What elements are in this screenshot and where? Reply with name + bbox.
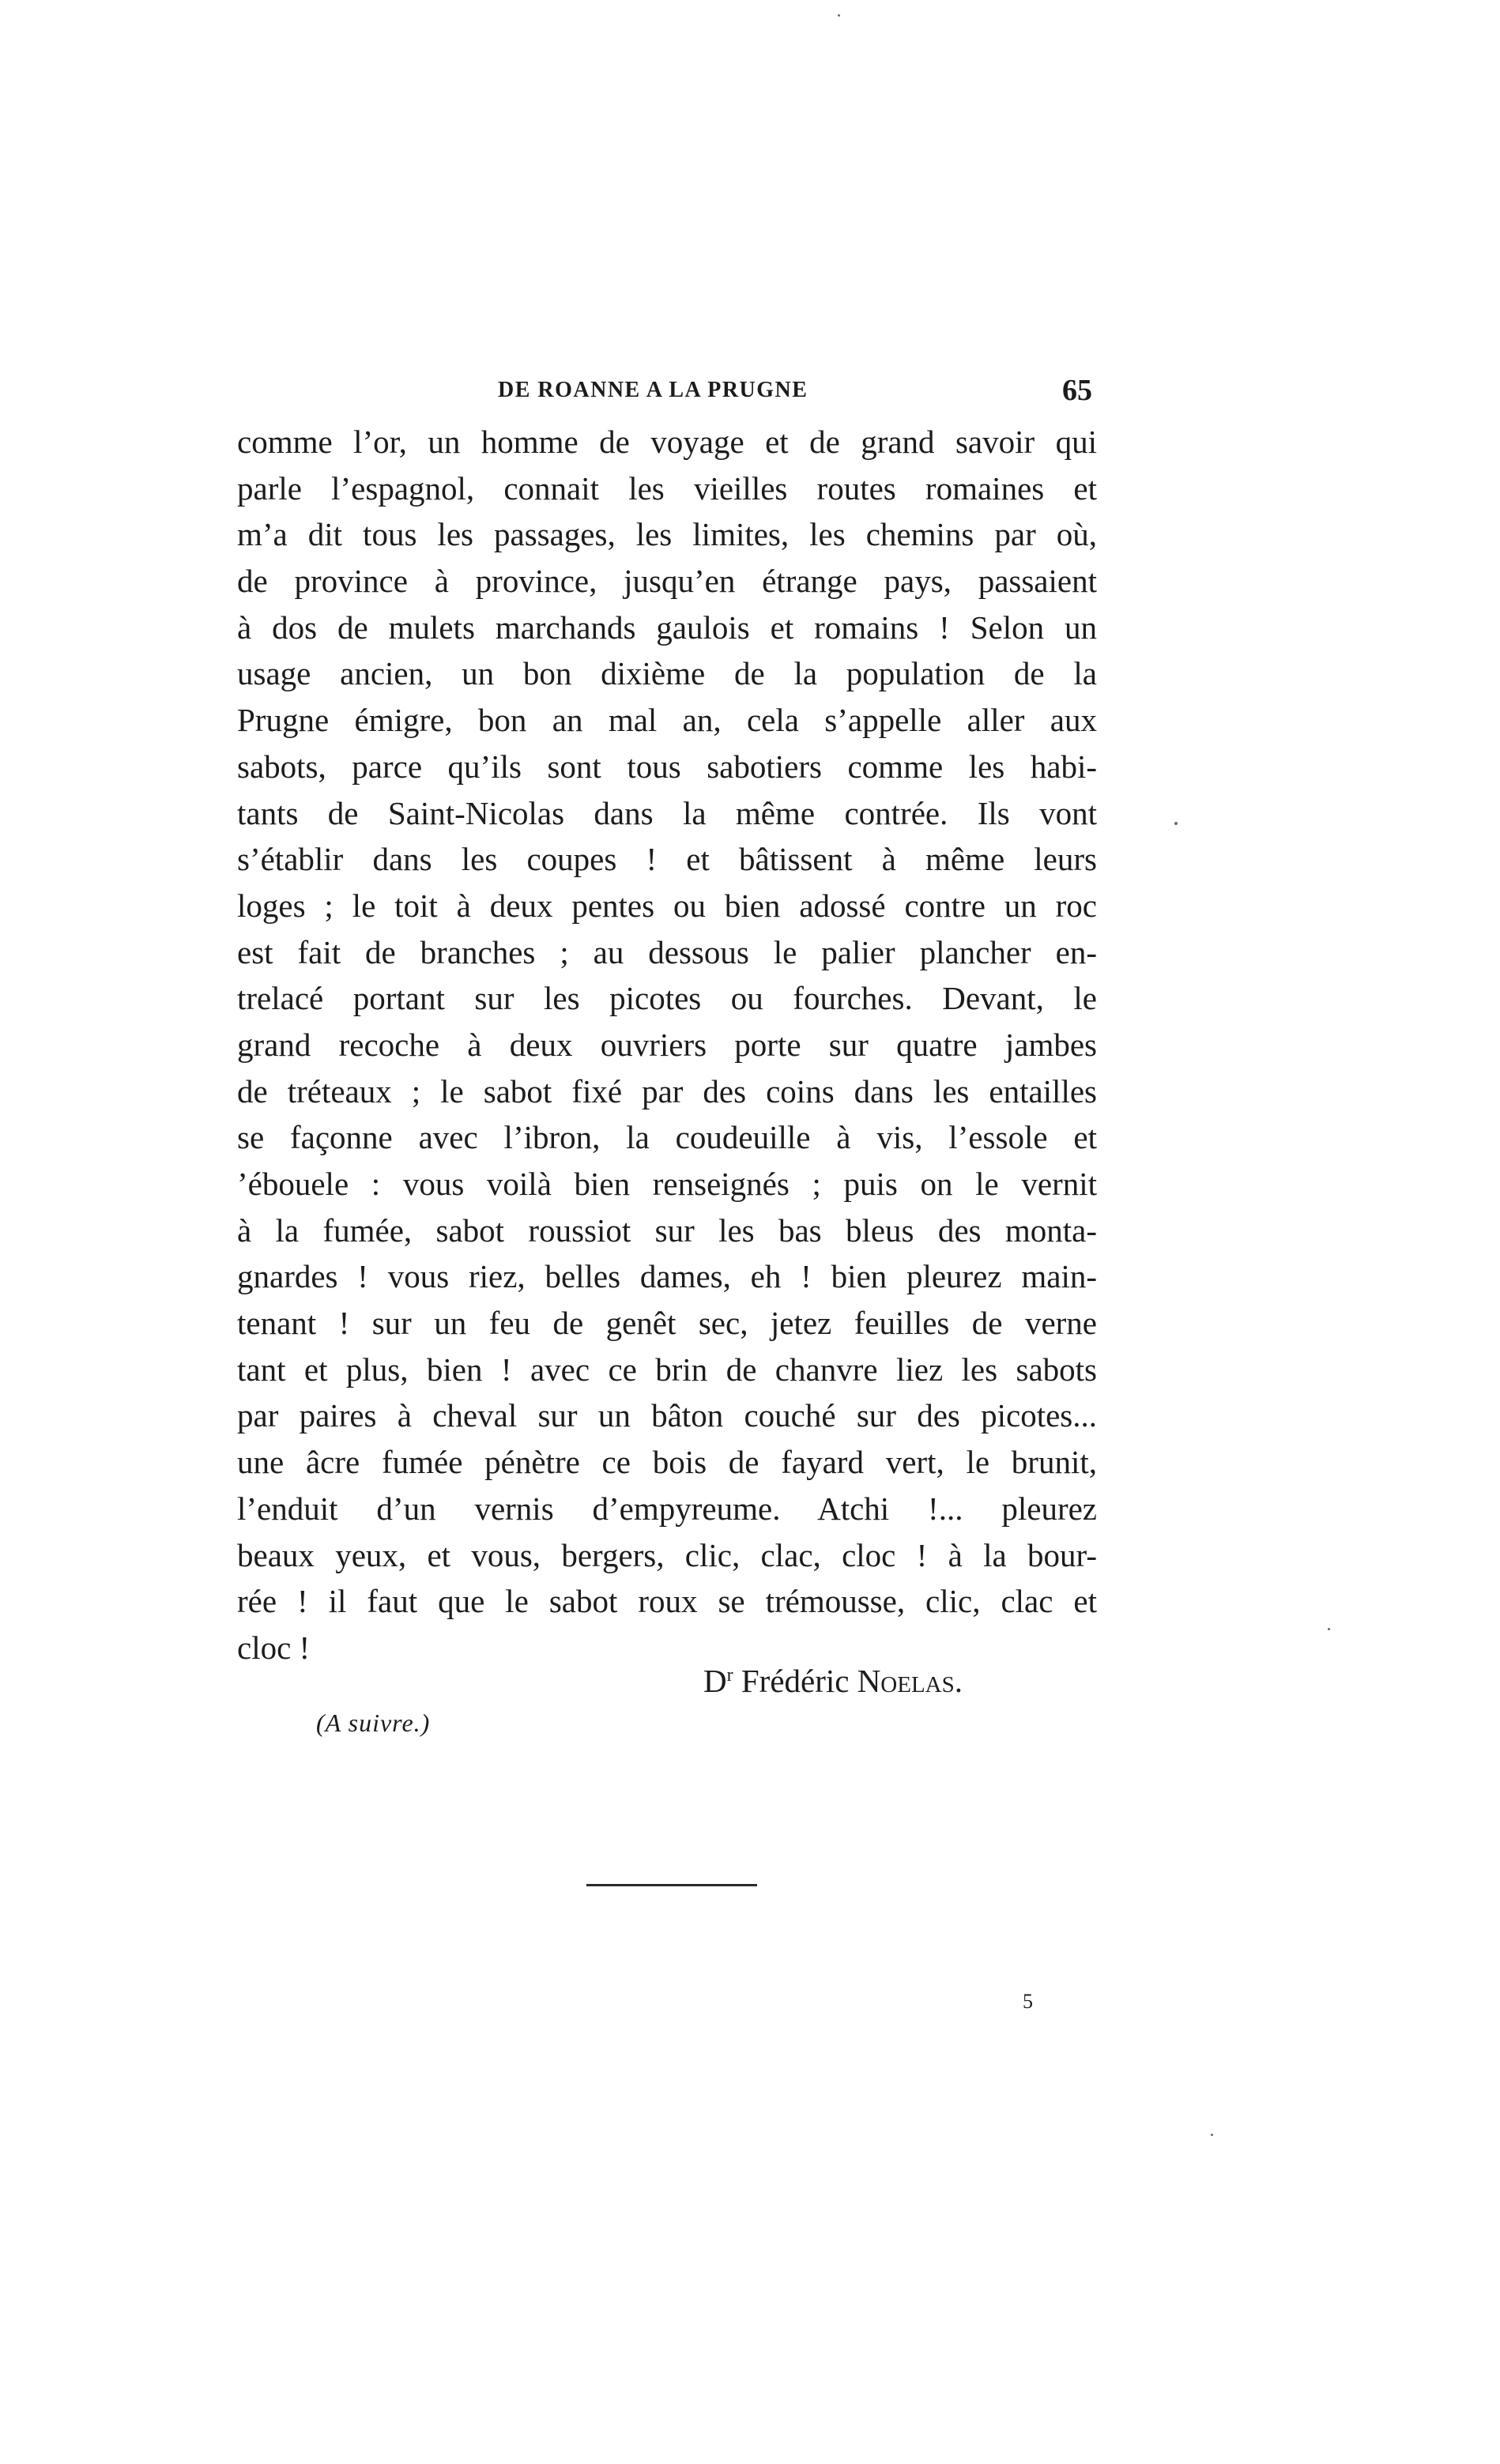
- text-line: se façonne avec l’ibron, la coudeuille à vis, l’essole et: [237, 1119, 1097, 1156]
- text-line: une âcre fumée pénètre ce bois de fayard vert, le brunit,: [237, 1444, 1097, 1481]
- paper-speck: [1328, 1628, 1330, 1630]
- paper-speck: [1211, 2134, 1213, 2136]
- text-line: m’a dit tous les passages, les limites, les chemins par où,: [237, 516, 1097, 553]
- text-line: usage ancien, un bon dixième de la population de la: [237, 655, 1097, 692]
- text-line: est fait de branches ; au dessous le palier plancher en-: [237, 933, 1097, 970]
- body-paragraph: [237, 419, 1097, 1671]
- text-line: de tréteaux ; le sabot fixé par des coins dans les entailles: [237, 1072, 1097, 1110]
- text-line: sabots, parce qu’ils sont tous sabotiers comme les habi-: [237, 748, 1097, 785]
- text-line: comme l’or, un homme de voyage et de grand savoir qui: [237, 424, 1097, 460]
- paper-speck: [1174, 822, 1178, 825]
- text-line: gnardes ! vous riez, belles dames, eh ! bien pleurez main-: [237, 1258, 1097, 1295]
- text-line: grand recoche à deux ouvriers porte sur quatre jambes: [237, 1026, 1097, 1063]
- text-line: s’établir dans les coupes ! et bâtissent à même leurs: [237, 841, 1097, 878]
- text-line: trelacé portant sur les picotes ou fourches. Devant, le: [237, 980, 1097, 1017]
- running-head: [237, 373, 1106, 420]
- page-number: 65: [1062, 374, 1092, 407]
- text-line: de province à province, jusqu’en étrange pays, passaient: [237, 563, 1097, 600]
- author-title: $D^r$: [703, 1663, 733, 1699]
- author-surname: Noelas.: [857, 1663, 963, 1699]
- author-signature: [703, 1662, 963, 1700]
- text-line: tants de Saint-Nicolas dans la même contrée. Ils vont: [237, 794, 1097, 831]
- text-line: Prugne émigre, bon an mal an, cela s’appelle aller aux: [237, 702, 1097, 739]
- text-line: beaux yeux, et vous, bergers, clic, clac, cloc ! à la bour-: [237, 1536, 1097, 1573]
- author-first-name: Frédéric: [741, 1663, 850, 1699]
- paper-speck: [838, 14, 840, 17]
- text-line: l’enduit d’un vernis d’empyreume. Atchi !... pleurez: [237, 1490, 1097, 1527]
- text-line: à dos de mulets marchands gaulois et romains ! Selon un: [237, 608, 1097, 646]
- text-line: cloc !: [237, 1629, 311, 1666]
- end-rule-divider: [586, 1884, 757, 1886]
- running-title: DE ROANNE A LA PRUGNE: [498, 378, 808, 402]
- text-line: loges ; le toit à deux pentes ou bien adossé contre un roc: [237, 887, 1097, 924]
- text-line: tenant ! sur un feu de genêt sec, jetez feuilles de verne: [237, 1305, 1097, 1342]
- printer-signature-mark: 5: [1023, 1990, 1033, 2013]
- text-line: rée ! il faut que le sabot roux se trémousse, clic, clac et: [237, 1583, 1097, 1620]
- text-line: à la fumée, sabot roussiot sur les bas bleus des monta-: [237, 1211, 1097, 1249]
- text-line: tant et plus, bien ! avec ce brin de chanvre liez les sabots: [237, 1351, 1097, 1388]
- to-be-continued-note: (A suivre.): [316, 1709, 431, 1737]
- text-line: par paires à cheval sur un bâton couché sur des picotes...: [237, 1397, 1097, 1434]
- text-line: parle l’espagnol, connait les vieilles routes romaines et: [237, 469, 1097, 507]
- text-line: ’ébouele : vous voilà bien renseignés ; puis on le vernit: [237, 1166, 1097, 1202]
